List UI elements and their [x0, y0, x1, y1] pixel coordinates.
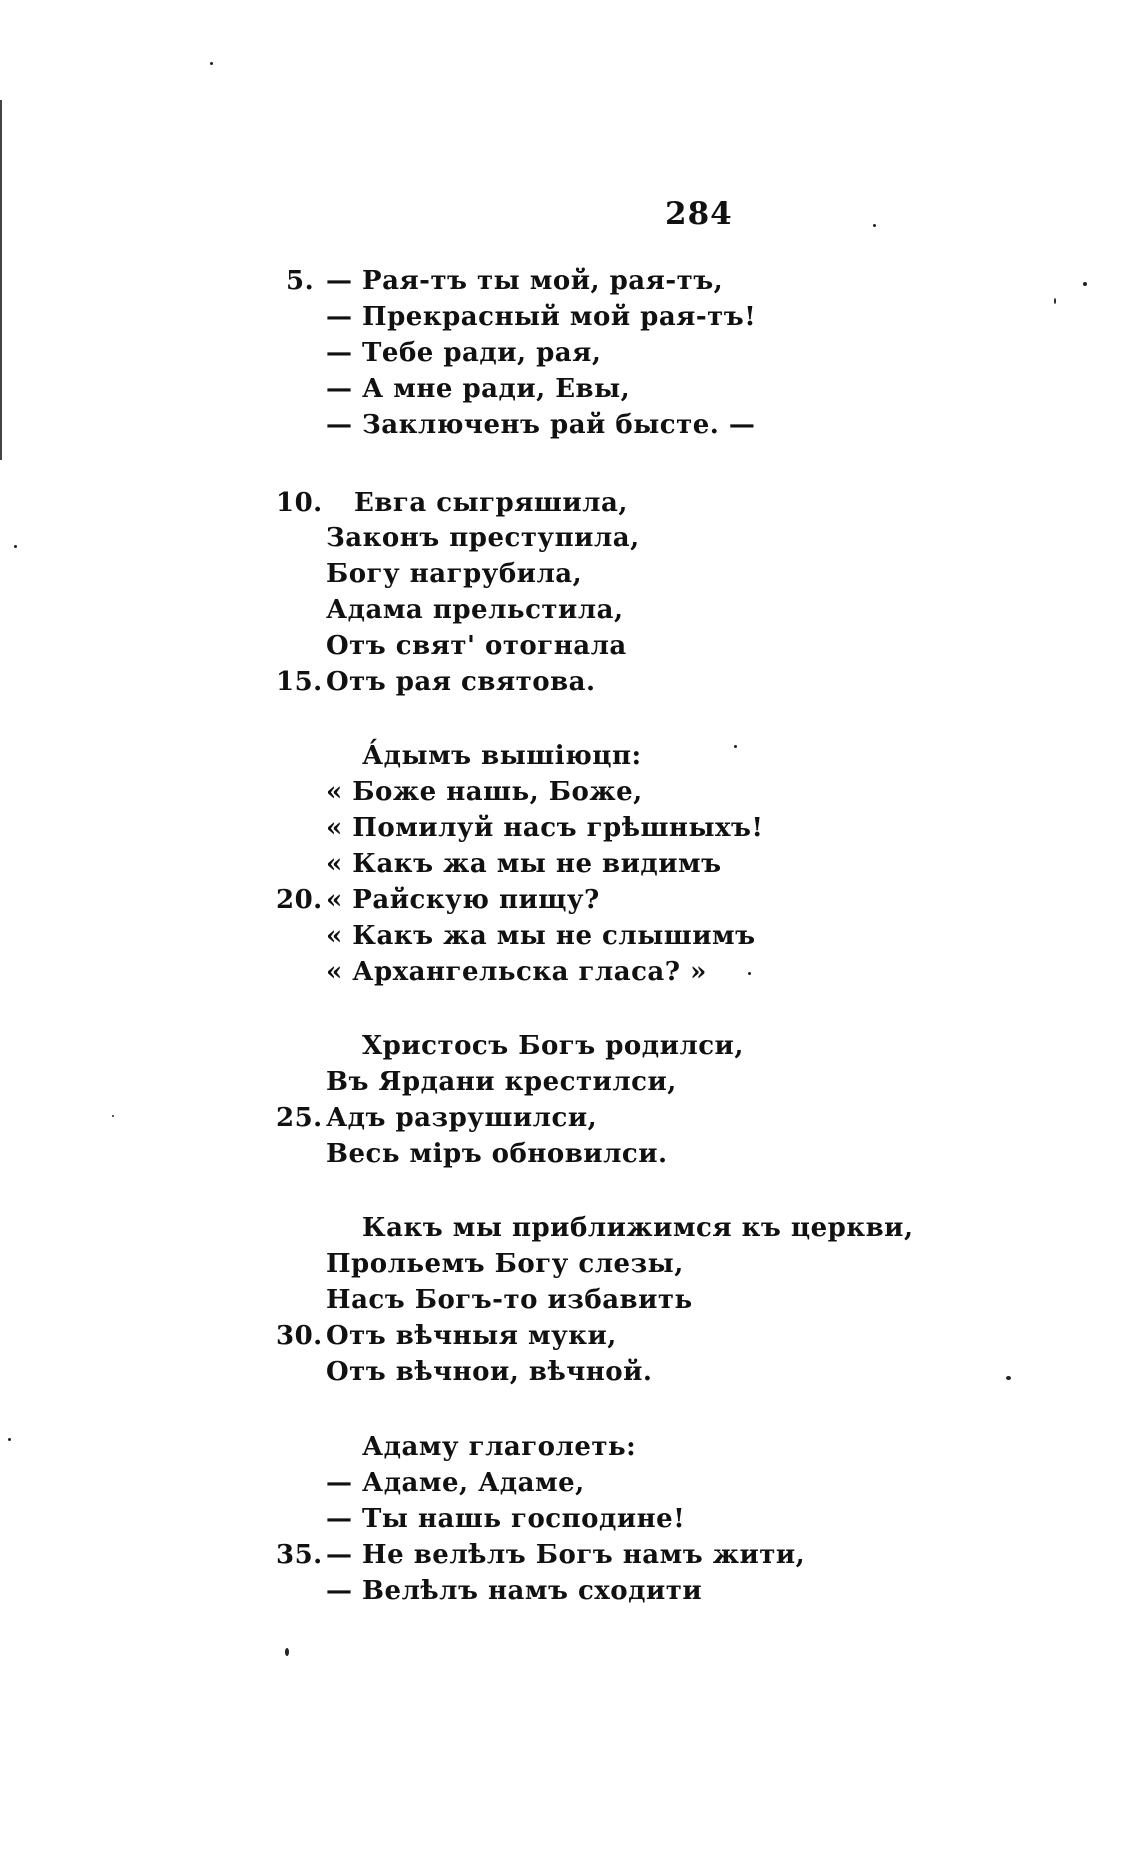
scan-speck: [1083, 282, 1087, 286]
line-number: 20.: [276, 885, 323, 915]
line-text: — Велѣлъ намъ сходити: [326, 1576, 703, 1606]
scan-speck: [748, 972, 751, 975]
line-text: « Боже нашь, Боже,: [326, 777, 643, 807]
line-text: — Тебе ради, рая,: [326, 338, 602, 368]
line-text: — Адаме, Адаме,: [326, 1468, 585, 1498]
scan-speck: [1054, 298, 1056, 304]
scan-speck: [873, 224, 876, 227]
line-text: Евга сыгряшила,: [354, 488, 628, 518]
line-text: — А мне ради, Евы,: [326, 374, 631, 404]
line-text: « Архангельска гласа? »: [326, 957, 707, 987]
line-text: Адаму глаголеть:: [362, 1432, 637, 1462]
line-text: — Рая-тъ ты мой, рая-тъ,: [326, 266, 724, 296]
line-text: Адъ разрушилси,: [326, 1103, 598, 1133]
scan-speck: [8, 1438, 11, 1441]
line-text: Насъ Богъ-то избавить: [326, 1285, 693, 1315]
line-number: 15.: [276, 667, 323, 697]
line-text: Богу нагрубила,: [326, 559, 583, 589]
line-text: — Заключенъ рай бысте. —: [326, 410, 756, 440]
line-text: Прольемъ Богу слезы,: [326, 1249, 684, 1279]
scan-speck: [1006, 1376, 1011, 1380]
line-text: А́дымъ вышіюцп:: [362, 741, 642, 771]
line-text: Отъ рая святова.: [326, 667, 596, 697]
scan-speck: [14, 545, 17, 548]
line-text: « Помилуй насъ грѣшныхъ!: [326, 813, 764, 843]
scan-speck: [210, 62, 213, 65]
line-text: Весь міръ обновилси.: [326, 1139, 668, 1169]
line-text: « Какъ жа мы не слышимъ: [326, 921, 756, 951]
line-text: Адама прельстила,: [326, 595, 624, 625]
scan-speck: [734, 745, 737, 748]
line-text: — Ты нашь господине!: [326, 1504, 686, 1534]
scan-speck: [112, 1115, 114, 1117]
line-number: 25.: [276, 1103, 323, 1133]
page-number: 284: [665, 196, 733, 232]
line-text: Отъ свят' отогнала: [326, 631, 627, 661]
line-text: « Райскую пищу?: [326, 885, 600, 915]
scan-speck: [285, 1648, 289, 1656]
line-text: Какъ мы приближимся къ церкви,: [362, 1213, 914, 1243]
line-text: — Не велѣлъ Богъ намъ жити,: [326, 1540, 806, 1570]
line-text: Отъ вѣчныя муки,: [326, 1321, 617, 1351]
line-text: Отъ вѣчнои, вѣчной.: [326, 1357, 653, 1387]
line-text: Въ Ярдани крестилси,: [326, 1067, 677, 1097]
line-text: « Какъ жа мы не видимъ: [326, 849, 722, 879]
line-number: 10.: [276, 488, 323, 518]
line-text: Законъ преступила,: [326, 523, 640, 553]
line-text: — Прекрасный мой рая-тъ!: [326, 302, 757, 332]
line-number: 30.: [276, 1321, 323, 1351]
line-number: 35.: [276, 1540, 323, 1570]
line-text: Христосъ Богъ родилси,: [362, 1031, 744, 1061]
line-number: 5.: [286, 266, 315, 296]
